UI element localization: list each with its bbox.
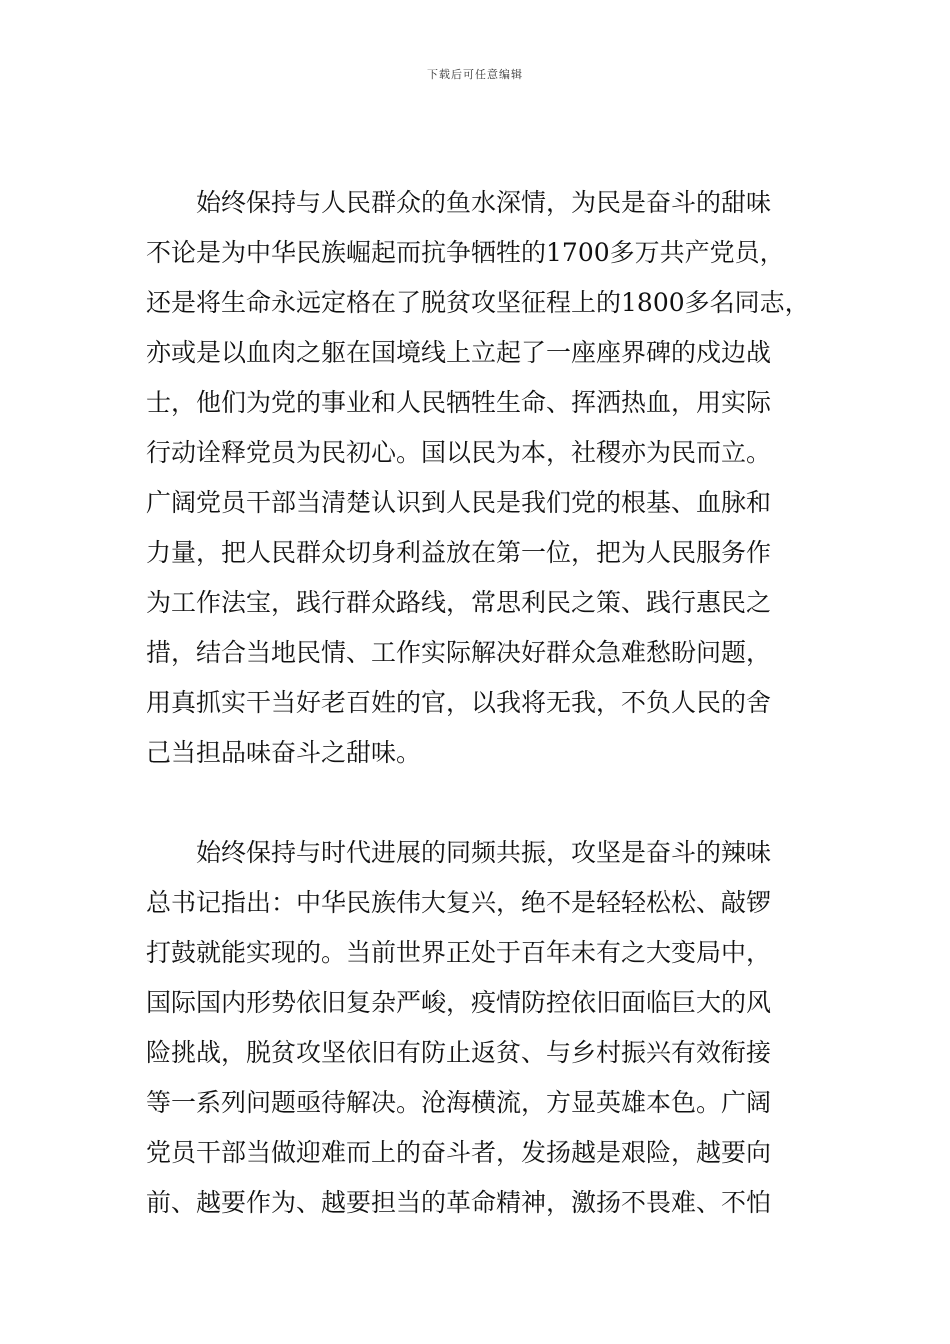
paragraph-line: 用真抓实干当好老百姓的官，以我将无我，不负人民的舍: [146, 688, 772, 717]
paragraph-1: [146, 178, 836, 778]
paragraph-line: 士，他们为党的事业和人民牺牲生命、挥洒热血，用实际: [146, 388, 772, 417]
paragraph-line: 措，结合当地民情、工作实际解决好群众急难愁盼问题，: [146, 638, 772, 667]
paragraph-line: 力量，把人民群众切身利益放在第一位，把为人民服务作: [146, 538, 772, 567]
paragraph-2: [146, 828, 836, 1228]
paragraph-line: 等一系列问题亟待解决。沧海横流，方显英雄本色。广阔: [146, 1088, 772, 1117]
page-header-note: 下载后可任意编辑: [427, 68, 523, 81]
paragraph-line: 己当担品味奋斗之甜味。: [146, 738, 422, 767]
paragraph-line: 为工作法宝，践行群众路线，常思利民之策、践行惠民之: [146, 588, 772, 617]
paragraph-line: 打鼓就能实现的。当前世界正处于百年未有之大变局中，: [146, 938, 772, 967]
paragraph-line: 还是将生命永远定格在了脱贫攻坚征程上的1800多名同志，: [146, 288, 810, 317]
document-body: [146, 178, 836, 1228]
paragraph-line: 广阔党员干部当清楚认识到人民是我们党的根基、血脉和: [146, 488, 772, 517]
paragraph-line: 险挑战，脱贫攻坚依旧有防止返贫、与乡村振兴有效衔接: [146, 1038, 772, 1067]
paragraph-line: 始终保持与人民群众的鱼水深情，为民是奋斗的甜味: [196, 188, 772, 217]
paragraph-line: 始终保持与时代进展的同频共振，攻坚是奋斗的辣味: [196, 838, 772, 867]
paragraph-spacer: [146, 778, 836, 828]
paragraph-line: 不论是为中华民族崛起而抗争牺牲的1700多万共产党员，: [146, 238, 785, 267]
paragraph-line: 国际国内形势依旧复杂严峻，疫情防控依旧面临巨大的风: [146, 988, 772, 1017]
paragraph-line: 党员干部当做迎难而上的奋斗者，发扬越是艰险，越要向: [146, 1138, 772, 1167]
paragraph-line: 前、越要作为、越要担当的革命精神，激扬不畏难、不怕: [146, 1188, 772, 1217]
paragraph-line: 行动诠释党员为民初心。国以民为本，社稷亦为民而立。: [146, 438, 772, 467]
paragraph-line: 亦或是以血肉之躯在国境线上立起了一座座界碑的戍边战: [146, 338, 772, 367]
paragraph-line: 总书记指出：中华民族伟大复兴，绝不是轻轻松松、敲锣: [146, 888, 772, 917]
